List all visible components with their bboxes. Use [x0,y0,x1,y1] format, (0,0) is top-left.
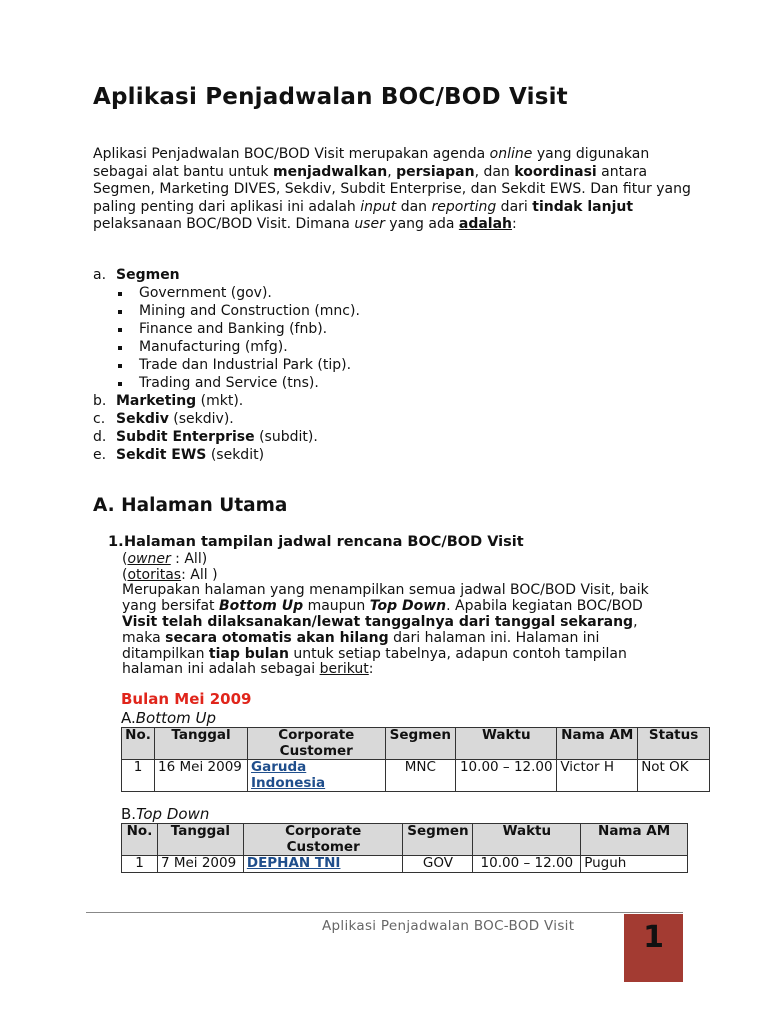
text: : [368,661,374,678]
list-code: (sekdiv). [168,411,234,427]
text: ( [122,566,128,583]
list-item [93,428,693,446]
text: dari halaman ini. Halaman ini ditampilkan [122,629,600,662]
text: B. [121,805,137,823]
top-down-table [121,823,688,873]
table-row [122,760,710,792]
column-header: Segmen [403,824,473,856]
segment-item: Trading and Service (tns). [116,374,693,392]
text: otoritas [127,566,182,583]
segment-item: Government (gov). [116,284,693,302]
text: maupun [303,598,370,615]
subsection-title-text: Halaman tampilan jadwal rencana BOC/BOD Visit [124,534,524,550]
cell-tanggal: 7 Mei 2009 [157,856,243,873]
list-code: (subdit). [254,429,318,445]
list-label: Segmen [116,267,180,283]
column-header: Tanggal [155,728,248,760]
customer-link[interactable]: Garuda Indonesia [251,759,326,791]
cell-nama-am: Puguh [581,856,688,873]
text: , [387,163,397,180]
list-label: Subdit Enterprise [116,429,255,445]
text: owner [127,550,171,567]
bottom-up-table [121,727,710,792]
subsection-title [108,535,668,551]
table-header-row [122,728,710,760]
text: Visit telah dilaksanakan/lewat tanggalnya dari tanggal sekarang [122,613,634,630]
segment-item: Finance and Banking (fnb). [116,320,693,338]
month-heading: Bulan Mei 2009 [121,690,252,708]
footer-title: Aplikasi Penjadwalan BOC-BOD Visit [322,918,575,934]
text: ( [122,550,128,567]
subsection-1 [108,535,668,678]
column-header: Tanggal [157,824,243,856]
list-code: (sekdit) [206,447,265,463]
text: yang digunakan sebagai alat bantu untuk [93,146,650,180]
text: : [512,216,517,233]
list-marker: c. [93,411,106,427]
text: pelaksanaan BOC/BOD Visit. Dimana [93,216,355,233]
column-header: Corporate Customer [243,824,403,856]
list-marker: e. [93,447,107,463]
cell-nama-am: Victor H [557,760,638,792]
column-header: Corporate Customer [248,728,385,760]
list-item [93,392,693,410]
text: Top Down [136,805,210,823]
segment-item: Manufacturing (mfg). [116,338,693,356]
text: koordinasi [514,163,597,180]
column-header: Status [638,728,710,760]
column-header: Segmen [385,728,456,760]
column-header: No. [122,824,158,856]
cell-customer [243,856,403,873]
cell-no: 1 [122,760,155,792]
text: dari [496,198,533,215]
text: . Apabila kegiatan BOC/BOD [446,598,643,615]
description-paragraph [122,583,668,678]
text: online [489,146,533,162]
column-header: Waktu [456,728,557,760]
column-header: Waktu [473,824,581,856]
text: Top Down [369,598,447,615]
list-marker: b. [93,393,107,409]
text: tindak lanjut [532,198,634,215]
cell-waktu: 10.00 – 12.00 [473,856,581,873]
column-header: Nama AM [581,824,688,856]
text: reporting [431,198,497,215]
page-title: Aplikasi Penjadwalan BOC/BOD Visit [93,84,568,110]
table-a-label [121,709,216,727]
text: menjadwalkan [272,163,388,180]
segment-item: Mining and Construction (mnc). [116,302,693,320]
subsection-body [108,552,668,678]
list-code: (mkt). [196,393,244,409]
cell-customer [248,760,385,792]
list-item [93,410,693,428]
text: : All) [170,550,208,567]
table-b-label [121,805,209,823]
column-header: No. [122,728,155,760]
otoritas-line [122,568,668,584]
list-item [93,446,693,464]
footer-divider [86,912,683,913]
text: yang ada [384,216,459,233]
customer-link[interactable]: DEPHAN TNI [246,855,341,871]
text: A. [121,709,136,727]
text: input [360,198,397,215]
page-number-badge: 1 [624,914,683,982]
subsection-number: 1. [108,534,124,550]
text: berikut [319,661,369,678]
section-heading: A. Halaman Utama [93,495,288,516]
text: , maka [122,613,638,646]
text: dan [396,198,432,215]
text: Bottom Up [218,598,304,615]
text: , dan [474,163,515,180]
text: antara Segmen, Marketing DIVES, Sekdiv, Subdit Enterprise, dan Sekdit EWS. Dan fitur yang paling penting dari aplikasi ini adalah [93,163,691,215]
table-row [122,856,688,873]
text: adalah [458,216,513,233]
list-item [93,266,693,392]
intro-paragraph [93,146,693,234]
cell-waktu: 10.00 – 12.00 [456,760,557,792]
cell-no: 1 [122,856,158,873]
text: persiapan [396,163,475,180]
list-label: Sekdiv [116,411,169,427]
text: untuk setiap tabelnya, adapun contoh tampilan halaman ini adalah sebagai [122,645,627,678]
list-label: Sekdit EWS [116,447,207,463]
segment-item: Trade dan Industrial Park (tip). [116,356,693,374]
list-marker: d. [93,429,107,445]
table-header-row [122,824,688,856]
cell-status: Not OK [638,760,710,792]
column-header: Nama AM [557,728,638,760]
text: Bottom Up [135,709,217,727]
text: user [354,216,385,233]
cell-tanggal: 16 Mei 2009 [155,760,248,792]
segment-list [116,284,693,392]
cell-segmen: MNC [385,760,456,792]
text: secara otomatis akan hilang [165,629,389,646]
text: Aplikasi Penjadwalan BOC/BOD Visit merupakan agenda [93,146,490,162]
list-marker: a. [93,267,107,283]
text: tiap bulan [208,645,289,662]
owner-line [122,552,668,568]
text: Merupakan halaman yang menampilkan semua jadwal BOC/BOD Visit, baik yang bersifat [122,582,649,615]
user-list [93,266,693,464]
text: : All ) [181,566,218,583]
cell-segmen: GOV [403,856,473,873]
list-label: Marketing [116,393,197,409]
